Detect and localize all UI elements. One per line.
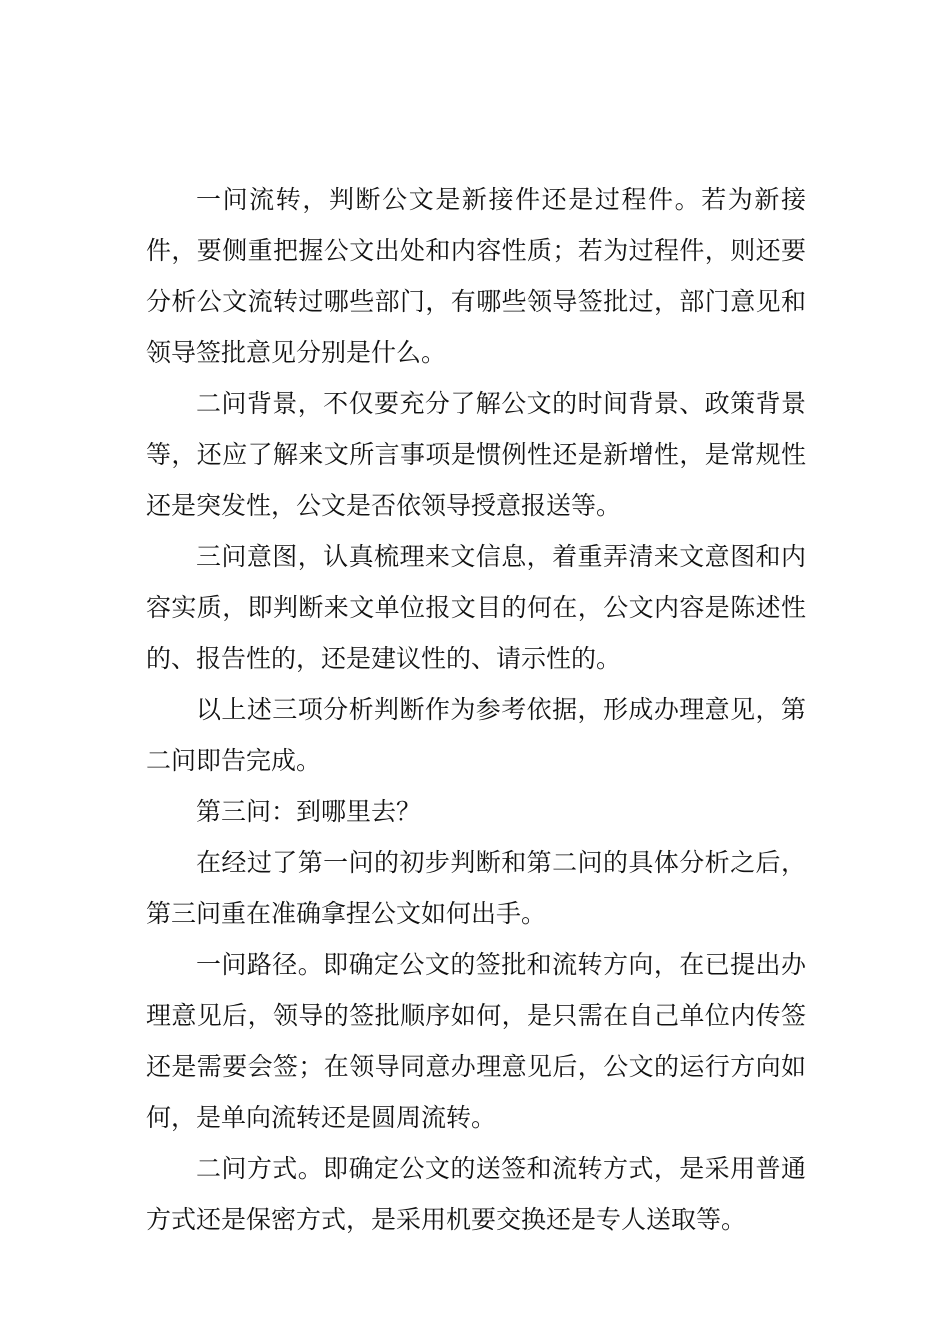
paragraph-7: 一问路径。即确定公文的签批和流转方向，在已提出办理意见后，领导的签批顺序如何，是只需在自己单位内传签还是需要会签；在领导同意办理意见后，公文的运行方向如何，是单向流转还是圆周流转。 — [146, 950, 806, 1132]
paragraph-1: 一问流转，判断公文是新接件还是过程件。若为新接件，要侧重把握公文出处和内容性质；若为过程件，则还要分析公文流转过哪些部门，有哪些领导签批过，部门意见和领导签批意见分别是什么。 — [146, 185, 806, 367]
document-body — [146, 174, 806, 1245]
paragraph-8: 二问方式。即确定公文的送签和流转方式，是采用普通方式还是保密方式，是采用机要交换还是专人送取等。 — [146, 1154, 806, 1234]
paragraph-4: 以上述三项分析判断作为参考依据，形成办理意见，第二问即告完成。 — [146, 695, 806, 775]
paragraph-3: 三问意图，认真梳理来文信息，着重弄清来文意图和内容实质，即判断来文单位报文目的何在，公文内容是陈述性的、报告性的，还是建议性的、请示性的。 — [146, 542, 806, 673]
paragraph-6: 在经过了第一问的初步判断和第二问的具体分析之后，第三问重在准确拿捏公文如何出手。 — [146, 848, 806, 928]
section-heading: 第三问：到哪里去？ — [196, 797, 422, 826]
paragraph-2: 二问背景，不仅要充分了解公文的时间背景、政策背景等，还应了解来文所言事项是惯例性还是新增性，是常规性还是突发性，公文是否依领导授意报送等。 — [146, 389, 806, 520]
